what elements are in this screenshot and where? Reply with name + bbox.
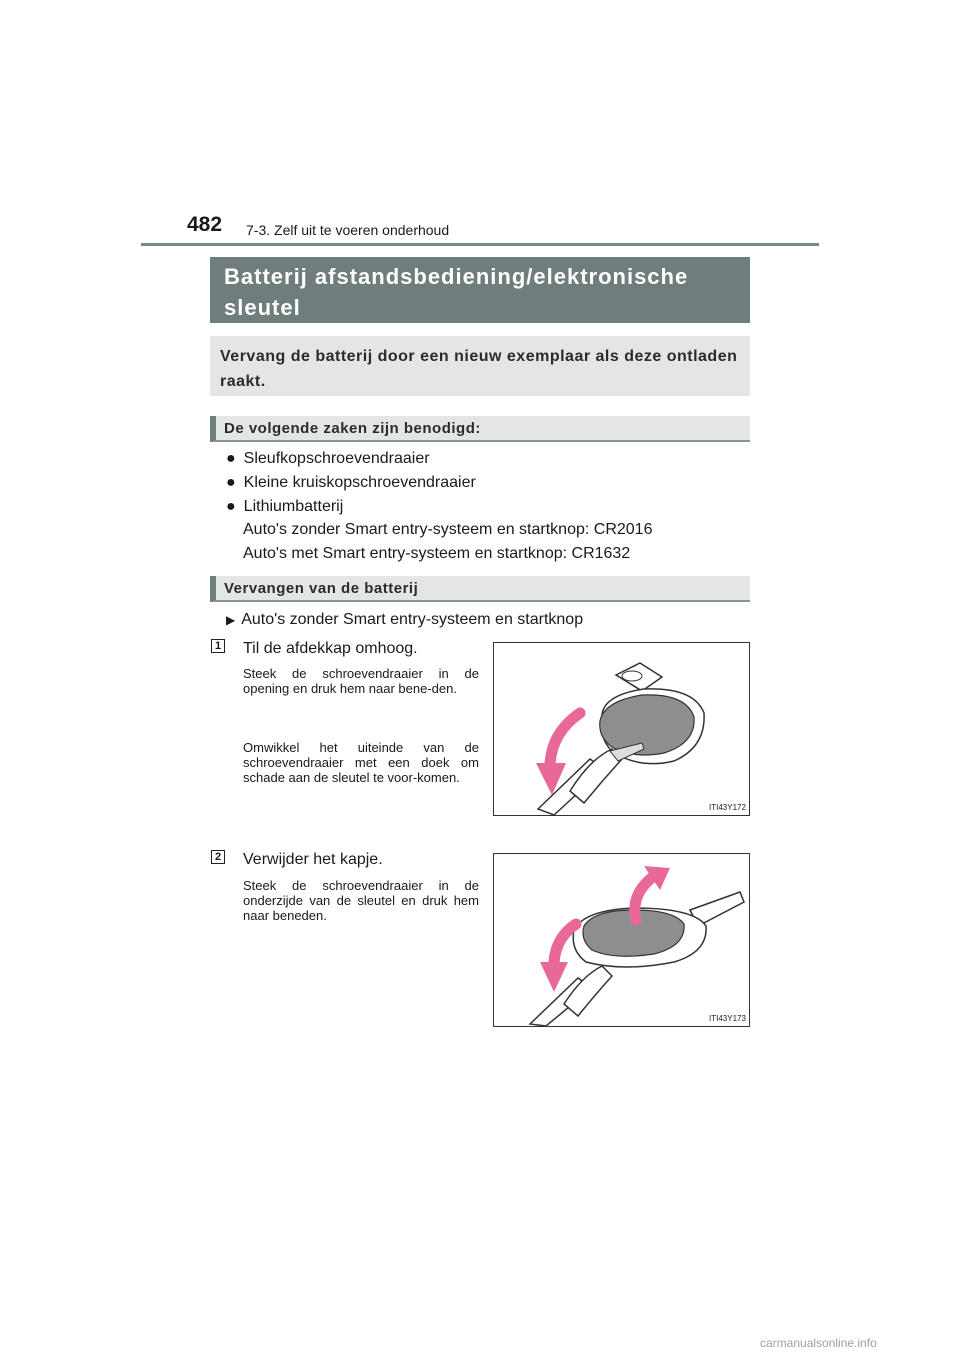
needed-heading: De volgende zaken zijn benodigd: (210, 416, 750, 442)
step-title: Verwijder het kapje. (243, 851, 383, 868)
list-item (226, 450, 430, 468)
illustration-code: ITI43Y172 (709, 803, 746, 812)
header-divider (141, 243, 819, 246)
battery-note: Auto's met Smart entry-systeem en startknop: CR1632 (243, 545, 631, 562)
illustration-code: ITI43Y173 (709, 1014, 746, 1023)
replace-heading: Vervangen van de batterij (210, 576, 750, 602)
step-note: Steek de schroevendraaier in de onderzijde van de sleutel en druk hem naar beneden. (243, 878, 479, 923)
vehicle-subheading (226, 611, 583, 630)
list-item-label: Kleine kruiskopschroevendraaier (243, 474, 476, 491)
watermark: carmanualsonline.info (760, 1336, 877, 1350)
page-title: Batterij afstandsbediening/elektronische sleutel (210, 257, 750, 323)
section-breadcrumb: 7-3. Zelf uit te voeren onderhoud (246, 222, 450, 238)
subheading-label: Auto's zonder Smart entry-systeem en startknop (241, 611, 584, 628)
step-number: 1 (211, 639, 225, 653)
list-item (226, 474, 476, 492)
step-note: Omwikkel het uiteinde van de schroevendraaier met een doek om schade aan de sleutel te voor-komen. (243, 740, 479, 785)
bullet-icon: ● (226, 498, 236, 515)
step-number: 2 (211, 850, 225, 864)
bullet-icon: ● (226, 450, 236, 467)
list-item-label: Sleufkopschroevendraaier (243, 450, 430, 467)
intro-text: Vervang de batterij door een nieuw exemplaar als deze ontladen raakt. (210, 336, 750, 396)
list-item-label: Lithiumbatterij (243, 498, 344, 515)
step-note: Steek de schroevendraaier in de opening en druk hem naar bene-den. (243, 666, 479, 696)
key-fob-cover-illustration (494, 854, 749, 1026)
illustration-step-1 (493, 642, 750, 816)
battery-note: Auto's zonder Smart entry-systeem en startknop: CR2016 (243, 521, 653, 538)
key-fob-lid-illustration (494, 643, 749, 815)
step-title: Til de afdekkap omhoog. (243, 640, 418, 657)
bullet-icon: ● (226, 474, 236, 491)
triangle-right-icon: ▶ (226, 613, 236, 627)
illustration-step-2 (493, 853, 750, 1027)
list-item (226, 498, 343, 516)
page-number: 482 (187, 213, 223, 236)
